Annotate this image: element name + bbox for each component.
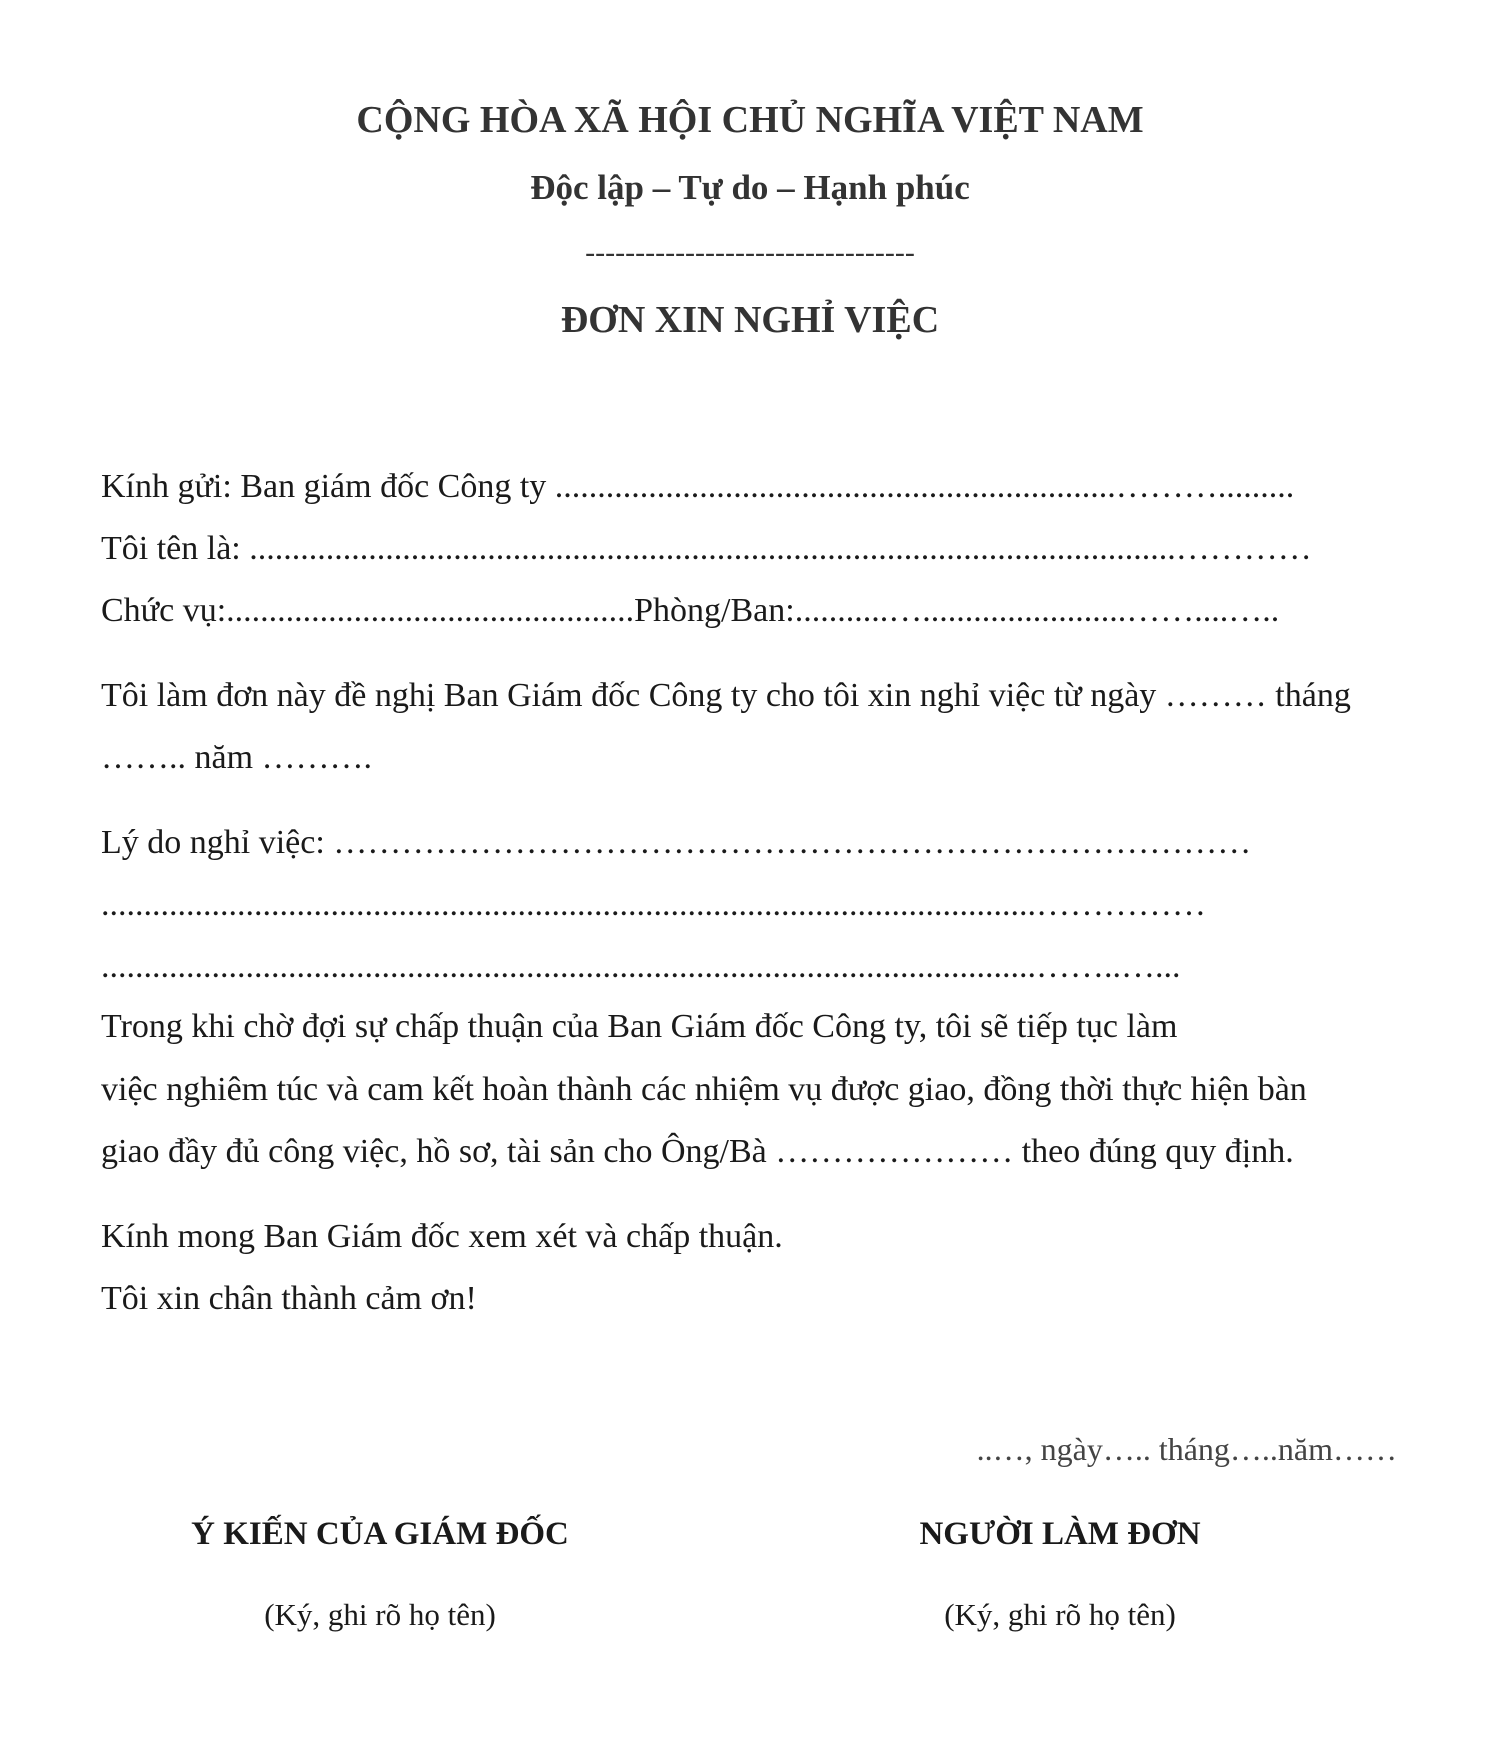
document-title: ĐƠN XIN NGHỈ VIỆC (560, 299, 940, 341)
closing-line-1: Kính mong Ban Giám đốc xem xét và chấp thuận. (101, 1218, 783, 1255)
commitment-line-3: giao đầy đủ công việc, hồ sơ, tài sản cho Ông/Bà ………………… theo đúng quy định. (101, 1133, 1294, 1170)
applicant-signature-block (880, 1516, 1240, 1633)
director-opinion-title: Ý KIẾN CỦA GIÁM ĐỐC (191, 1516, 569, 1552)
request-line-1: Tôi làm đơn này đề nghị Ban Giám đốc Công ty cho tôi xin nghỉ việc từ ngày ……… tháng (101, 677, 1351, 714)
closing-line-2: Tôi xin chân thành cảm ơn! (101, 1280, 477, 1317)
applicant-sign-note: (Ký, ghi rõ họ tên) (944, 1597, 1176, 1632)
position-line: Chức vụ:................................................Phòng/Ban:...........…........................……....….. (101, 592, 1280, 629)
request-line-2: …….. năm ………. (101, 739, 373, 776)
name-line: Tôi tên là: .............................................................................................................………… (101, 530, 1312, 567)
reason-line-1: Lý do nghỉ việc: ……………………………………………………………………… (101, 824, 1252, 861)
director-signature-block (170, 1516, 590, 1633)
commitment-line-1: Trong khi chờ đợi sự chấp thuận của Ban Giám đốc Công ty, tôi sẽ tiếp tục làm (101, 1008, 1178, 1045)
place-date-line: ..…, ngày….. tháng…..năm…… (976, 1431, 1397, 1467)
applicant-title: NGƯỜI LÀM ĐƠN (919, 1516, 1201, 1552)
reason-line-3: ..............................................................................................................……..…... (101, 948, 1181, 985)
commitment-line-2: việc nghiêm túc và cam kết hoàn thành các nhiệm vụ được giao, đồng thời thực hiện bàn (101, 1071, 1307, 1108)
director-sign-note: (Ký, ghi rõ họ tên) (264, 1597, 496, 1632)
addressee-line: Kính gửi: Ban giám đốc Công ty ..................................................................………......... (101, 468, 1295, 505)
national-motto: Độc lập – Tự do – Hạnh phúc (530, 168, 970, 207)
national-title: CỘNG HÒA XÃ HỘI CHỦ NGHĨA VIỆT NAM (356, 99, 1144, 141)
header-divider: --------------------------------- (585, 236, 915, 269)
reason-line-2: ..............................................................................................................…………… (101, 886, 1206, 923)
